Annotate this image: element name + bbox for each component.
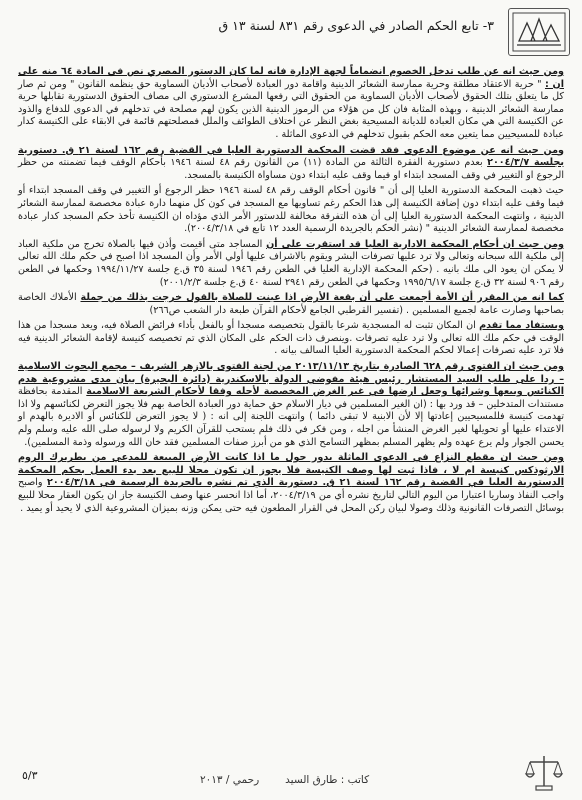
paragraph-8 [18, 452, 564, 515]
paragraph-text: واصبح واجب النفاذ وساريا اعتبارا من اليوم التالي لتاريخ نشره أي من ٢٠٠٤/٣/١٩، أما اذا انحسر عنها وصف الكنيسة جاز ان يكون العقار محلا للبيع بوسائل التصرفات القانونية وذلك وصولا لبيان ركن المحل في القرار المطعون فيه حتى يمكن وزنه بميزان المشروعية الذي لا يحيد أو يميد . [18, 477, 564, 514]
page-number: ٥/٣ [22, 769, 38, 782]
paragraph-3 [18, 185, 564, 235]
paragraph-text: المساجد متى أقيمت وأذن فيها بالصلاة تخرج من ملكية العباد إلى ملكية الله سبحانه وتعالى ولا ترد عليها تصرفات البشر ويقوم بالاشراف عليها أولي الأمر وأن المسجد اذا اصبح في حكم ملك الله تعالى لا يمكن ان يعود الى ملك بانيه . (حكم المحكمة الإدارية العليا في الطعن رقم ١٩٤٦ لسنة ٣٥ ق.ع جلسة ١٩٩٤/١١/٢٧ وحكمها في الطعن رقم ٩٠٦ لسنة ٣٢ ق.ع جلسة ١٩٩٥/٦/١٧ وحكمها في الطعن رقم ٢٩٤١ لسنة ٤٠ ق.ع جلسة ٢٠٠١/٢/٣) [18, 238, 564, 288]
paragraph-text: الأملاك الخاصة بصاحبها وصارت عامة لجميع المسلمين . (تفسير القرطبي الجامع لأحكام القرآن طبعة دار الشعب ص٢٦٦) [18, 292, 564, 316]
date-signature: رحمي / ٢٠١٣ [200, 774, 260, 786]
paragraph-text: " حرية الاعتقاد مطلقة وحرية ممارسة الشعائر الدينية واقامة دور العبادة لأصحاب الأديان السماوية حق ينظمه القانون " ومن ثم صار كل ما يتعلق بتلك الحقوق لأصحاب الأديان السماوية من الحقوق التي رفعها المشرع الدستوري الى مصاف الحقوق الدستورية تقابلها حرية ممارسة الشعائر الدينية ، وبهذه المثابة فان كل من هؤلاء من الرموز الدينية الذين يكون لهم مصلحة في تدخلهم في الدعوى للدفاع والذود عن الكنيسة التي هي مكان العبادة للديانة المسيحية بغض النظر عن اختلاف الطوائف والملل فمصلحتهم قائمة في الابقاء على الكنيسة كدار عبادة للمسيحيين مما يتعين معه الحكم بقبول تدخلهم في الدعوى الماثلة . [18, 78, 564, 140]
case-title: ٣- تابع الحكم الصادر في الدعوى رقم ٨٣١ لسنة ١٣ ق [218, 18, 494, 33]
paragraph-text: بعدم دستورية الفقرة الثالثة من المادة (١١) من القانون رقم ٤٨ لسنة ١٩٤٦ بأحكام الوقف فيما تضمنته من حظر الرجوع او التغيير في وقف المسجد ابتداء او فيما وقف عليه ابتداء دون مساواة الكنيسة بالمسجد. [18, 157, 564, 181]
paragraph-lead: ومن حيث انه عن طلب تدخل الخصوم انضماماً لجهة الإدارة فانه لما كان الدستور المصري نص في المادة ٦٤ منه على ان : [18, 66, 565, 90]
paragraph-lead: ومن حيث ان مقطع النزاع في الدعوى الماثلة يدور حول ما اذا كانت الأرض المبيعة للمدعي من بطريرك الروم الارثوذكس كنيسة ام لا ، فاذا ثبت لها وصف الكنيسة فلا يجوز ان تكون محلا للبيع بعد بدء العمل بحكم المحكمة الدستورية العليا في القضية رقم ١٦٢ لسنة ٢١ ق. دستورية الذي تم نشره بالجريدة الرسمية في ٢٠٠٤/٣/١٨ [18, 452, 564, 489]
council-logo [508, 8, 570, 56]
paragraph-2 [18, 145, 564, 183]
paragraph-5 [18, 292, 564, 317]
scales-of-justice-icon [522, 750, 566, 794]
paragraph-7 [18, 361, 564, 449]
council-logo-icon [511, 11, 567, 53]
paragraph-text: المقدمة بحافظة مستندات المتدخلين – قد ورد بها : (ان الغير المسلمين في ديار الاسلام حق حماية دور العبادة الخاصة بهم فلا يجوز التعرض لكنائسهم ولا اذا تهدمت كنيسة فللمسيحيين إعادتها إلا لأن الابنية لا تبقى دائما ) وانتهت اللجنة إلى انه : ( لا يجوز التعرض للكنائس أو الاديرة بالهدم او الاعتداء عليها أو تحويلها لغير الغرض المنشأ من اجله ، ومن فكر في ذلك فلم يستحب للقرآن الكريم ولا لرسوله صلى الله عليه وسلم ولم يحسن الجوار ولم يرع عهده ولم يظهر المسلم بمظهر التسامح الذي هو من أبرز صفات المسلمين فقد خان الله ورسوله وذمة المسلمين). [18, 386, 564, 448]
page-header [8, 8, 574, 56]
paragraph-4 [18, 239, 564, 289]
document-body [18, 66, 564, 742]
paragraph-text: ان المكان تثبت له المسجدية شرعا بالقول بتخصيصه مسجدا أو بالفعل بأداء فرائض الصلاة فيه، ويعد مسجدا من هذا الوقت في حكم ملك الله تعالى ولا ترد عليه تصرفات .وينصرف ذات الحكم على المكان الذي تم تخصيصه كنيسة لإقامة الشعائر الدينية فيه فلا ترد عليه تصرفات إعمالا لحكم المحكمة الدستورية العليا السالف بيانه . [18, 320, 564, 357]
paragraph-lead: كما انه من المقرر أن الأمة أجمعت على أن بقعة الأرض اذا عينت للصلاة بالقول خرجت بذلك من جملة [80, 292, 564, 304]
clerk-signature: كاتب : طارق السيد [285, 774, 370, 786]
paragraph-lead: ومن حيث ان أحكام المحكمة الادارية العليا قد استقرت على أن [266, 238, 565, 250]
paragraph-1 [18, 66, 564, 142]
paragraph-lead: ومن حيث ان الفتوى رقم ٦٢٨ الصادرة بتاريخ ٢٠١٣/١١/١٣ من لجنة الفتوى بالازهر الشريف – مجمع البحوث الاسلامية – ردا على طلب السيد المستشار رئيس هيئة مفوضي الدولة بالاسكندرية (دائرة البحيرة) بيان مدى مشروعية هدم الكنائس وبيعها وشرائها وجعل ارضها في غير الغرض المخصصة لأجله وفقا لأحكام الشريعة الاسلامية [18, 361, 564, 398]
paragraph-6 [18, 320, 564, 358]
paragraph-text: حيث ذهبت المحكمة الدستورية العليا إلى أن " قانون أحكام الوقف رقم ٤٨ لسنة ١٩٤٦ حظر الرجوع أو التغيير في وقف المسجد ابتداء أو فيما وقف عليه ابتداء دون إضافة الكنيسة إلى هذا الحكم رغم تساويها مع المسجد في كون كل منهما دارة عبادة مخصصة لممارسة الشعائر الدينية ، وانتهت المحكمة الدستورية العليا إلى أن هذه التفرقة مخالفة للدستور الأمر الذي مؤداه ان الكنيسة تأخذ حكم المسجد كدار عبادة مخصصة لممارسة الشعائر الدينية " (نشر الحكم بالجريدة الرسمية العدد ١٢ تابع في ٢٠٠٤/٣/١٨). [18, 185, 564, 235]
paragraph-lead: ويستفاد مما تقدم [479, 320, 564, 332]
signature-line [200, 774, 369, 786]
paragraph-lead: ومن حيث انه عن موضوع الدعوى فقد قضت المحكمة الدستورية العليا في القضية رقم ١٦٢ لسنة ٢١ ق. دستورية بجلسة ٢٠٠٤/٣/٧ [18, 144, 565, 169]
